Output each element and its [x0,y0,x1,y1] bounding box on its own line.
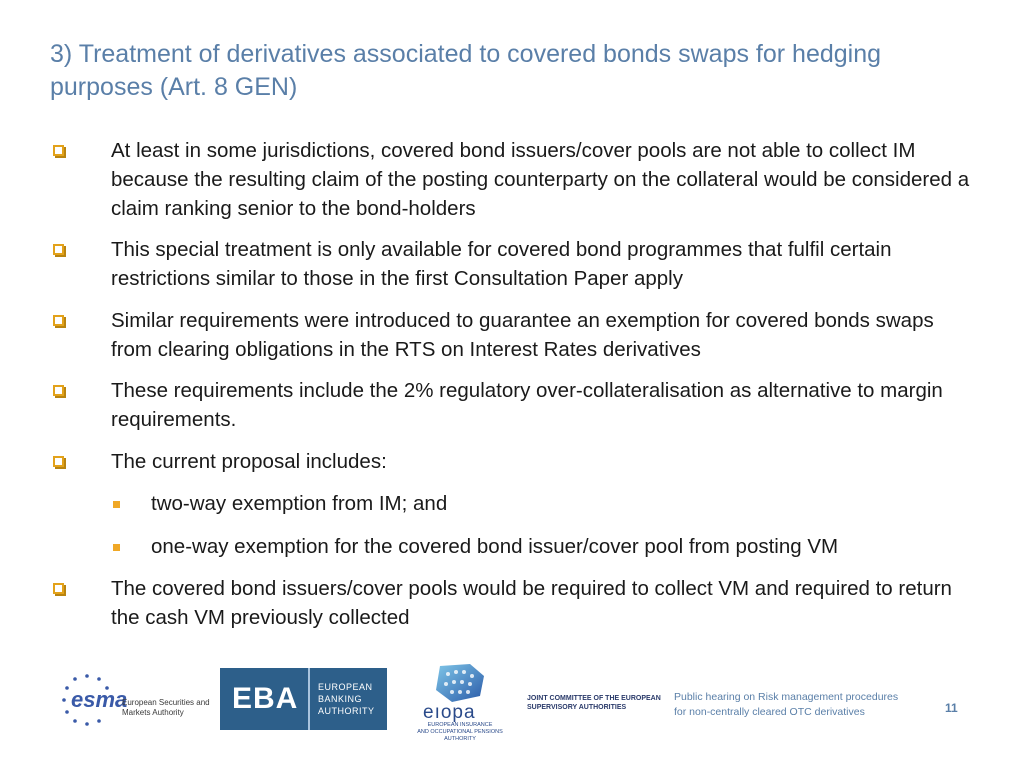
bullet-text: At least in some jurisdictions, covered bond issuers/cover pools are not able to collect IM because the resulting claim of the posting counterparty on the collateral would be considered a claim ranking senior to the bond-holders [111,139,970,220]
eiopa-subtitle: EUROPEAN INSURANCE AND OCCUPATIONAL PENSIONS AUTHORITY [417,722,503,742]
bullet-text: Similar requirements were introduced to guarantee an exemption for covered bonds swaps from clearing obligations in the RTS on Interest Rates derivatives [111,309,934,361]
esma-subtitle: European Securities and Markets Authority [122,698,210,717]
eba-wordmark: EBA [232,682,299,715]
checkbox-bullet-icon [53,244,64,255]
page-number: 11 [945,701,958,715]
checkbox-bullet-icon [53,456,64,467]
joint-committee-label: JOINT COMMITTEE OF THE EUROPEAN SUPERVISORY AUTHORITIES [527,695,661,711]
bullet-text: This special treatment is only available for covered bond programmes that fulfil certain restrictions similar to those in the first Consultation Paper apply [111,238,892,290]
esma-logo [55,670,210,730]
checkbox-bullet-icon [53,385,64,396]
footer-caption: Public hearing on Risk management procedures for non-centrally cleared OTC derivatives [674,691,899,718]
sub-bullet-text: two-way exemption from IM; and [151,492,448,515]
eba-logo [220,668,387,730]
checkbox-bullet-icon [53,145,64,156]
bullet-text: These requirements include the 2% regulatory over-collateralisation as alternative to margin requirements. [111,379,943,431]
eba-divider [308,668,310,730]
checkbox-bullet-icon [53,315,64,326]
footer [0,660,1024,768]
bullet-text: The current proposal includes: [111,450,387,473]
sub-bullet-text: one-way exemption for the covered bond issuer/cover pool from posting VM [151,535,839,558]
eiopa-logo [405,662,515,742]
eiopa-emblem-icon [430,662,490,704]
eiopa-wordmark: eıopa [423,702,476,723]
eba-subtitle: EUROPEAN BANKING AUTHORITY [318,682,375,716]
bullet-text: The covered bond issuers/cover pools would be required to collect VM and required to return the cash VM previously collected [111,577,952,629]
square-bullet-icon [113,544,120,551]
square-bullet-icon [113,501,120,508]
checkbox-bullet-icon [53,583,64,594]
slide-title: 3) Treatment of derivatives associated to covered bonds swaps for hedging purposes (Art. 8 GEN) [50,40,882,101]
esma-wordmark: esma [71,687,128,712]
